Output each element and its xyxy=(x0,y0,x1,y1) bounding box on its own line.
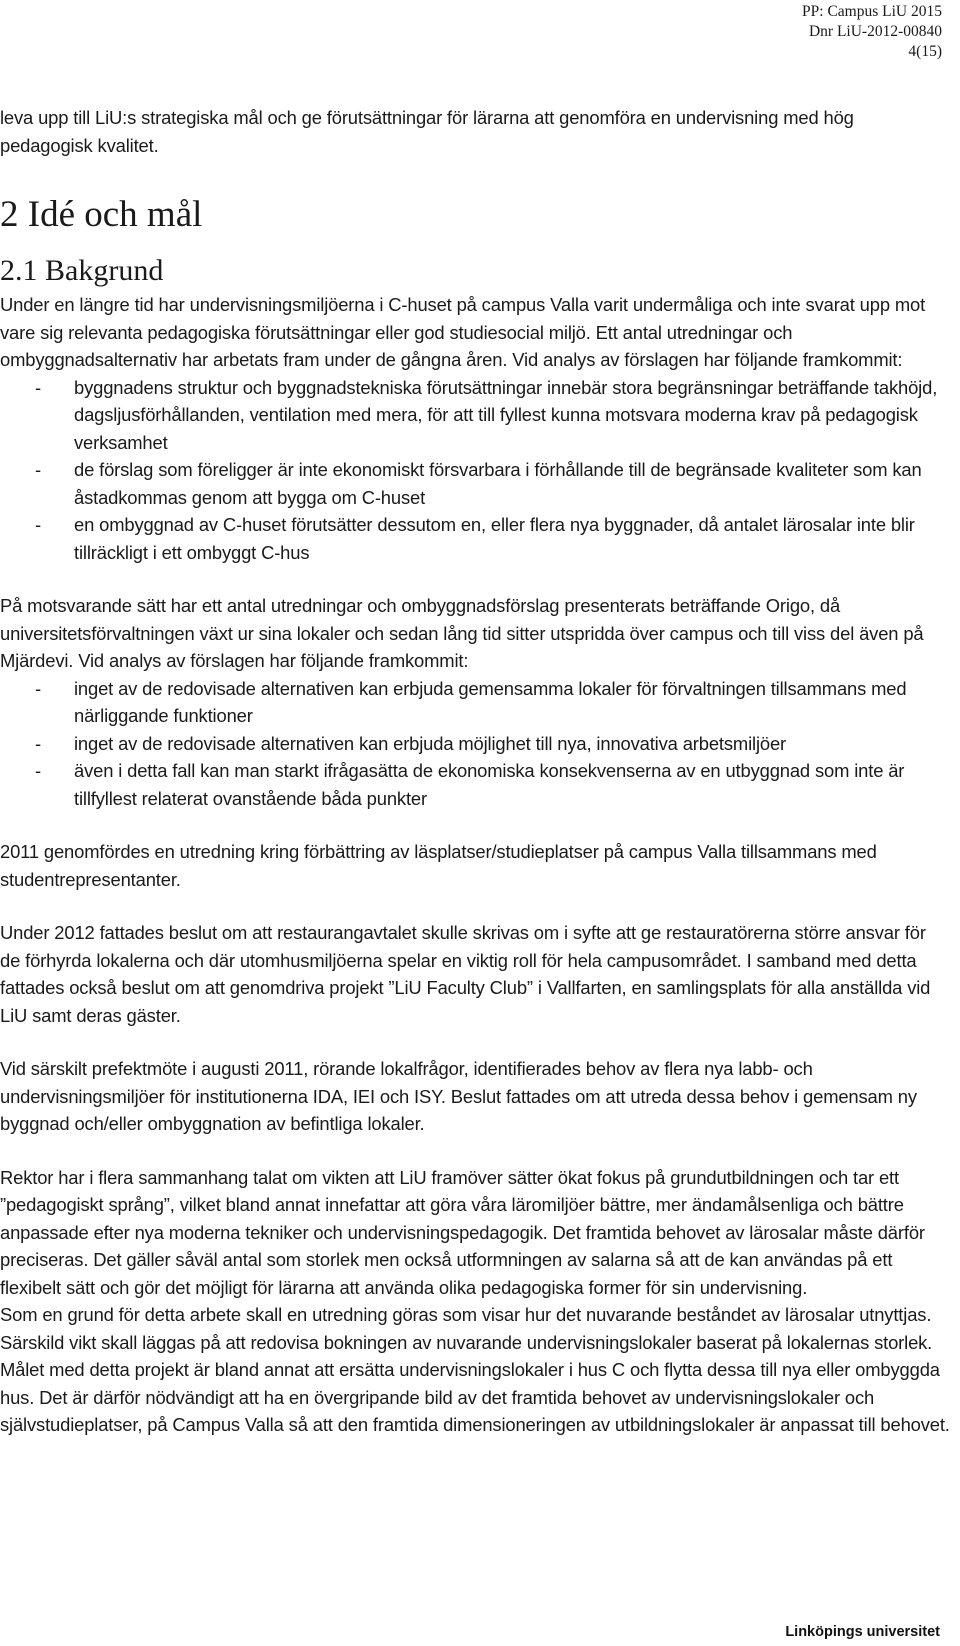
list-item: - en ombyggnad av C-huset förutsätter dessutom en, eller flera nya byggnader, då antalet lärosalar inte blir tillräckligt i ett ombyggt C-hus xyxy=(35,514,915,563)
paragraph-2012-restaurant: Under 2012 fattades beslut om att restaurangavtalet skulle skrivas om i syfte att ge restauratörerna större ansvar för de förhyrda lokalerna och där utomhusmiljöerna spelar en viktig roll för hela campusområdet. I samband med detta fattades också beslut om att genomdriva projekt ”LiU Faculty Club” i Vallfarten, en samlingsplats för alla anställda vid LiU samt deras gäster. xyxy=(0,922,931,1026)
page-header xyxy=(802,2,942,62)
list-item: - även i detta fall kan man starkt ifrågasätta de ekonomiska konsekvenserna av en utbyggnad som inte är tillfyllest relaterat ovanstående båda punkter xyxy=(35,760,905,809)
project-label: PP: Campus LiU 2015 xyxy=(802,3,942,20)
paragraph-origo: På motsvarande sätt har ett antal utredningar och ombyggnadsförslag presenterats beträffande Origo, då universitetsförvaltningen växt ur sina lokaler och sedan lång tid sitter utspridda över campus och till viss del även på Mjärdevi. Vid analys av förslagen har följande framkommit: xyxy=(0,595,924,671)
list-item: - inget av de redovisade alternativen kan erbjuda möjlighet till nya, innovativa arbetsmiljöer xyxy=(35,732,787,754)
paragraph-2011-study: 2011 genomfördes en utredning kring förbättring av läsplatser/studieplatser på campus Valla tillsammans med studentrepresentanter. xyxy=(0,841,877,890)
university-logo: Linköpings universitet xyxy=(785,1624,940,1640)
bullet-list-c-huset xyxy=(0,374,950,567)
paragraph-rector: Rektor har i flera sammanhang talat om vikten att LiU framöver sätter ökat fokus på grundutbildningen och tar ett ”pedagogiskt språng”, vilket bland annat innefattar att göra våra läromiljöer bättre, mer ändamålsenliga och bättre anpassade efter nya moderna tekniker och undervisningspedagogik. Det framtida behovet av lärosalar måste därför preciseras. Det gäller såväl antal som storlek men också utformningen av salarna så att de kan användas på ett flexibelt sätt och gör det möjligt för lärarna att använda olika pedagogiska former för sin undervisning. xyxy=(0,1166,925,1298)
list-item: - inget av de redovisade alternativen kan erbjuda gemensamma lokaler för förvaltningen tillsammans med närliggande funktioner xyxy=(35,677,907,726)
section-heading: 2 Idé och mål xyxy=(0,194,203,235)
paragraph-prefect-meeting: Vid särskilt prefektmöte i augusti 2011, rörande lokalfrågor, identifierades behov av flera nya labb- och undervisningsmiljöer för institutionerna IDA, IEI och ISY. Beslut fattades om att utreda dessa behov i gemensam ny byggnad och/eller ombyggnation av befintliga lokaler. xyxy=(0,1058,917,1134)
subsection-heading: 2.1 Bakgrund xyxy=(0,254,164,287)
list-item: - de förslag som föreligger är inte ekonomiskt försvarbara i förhållande till de begränsade kvaliteter som kan åstadkommas genom att bygga om C-huset xyxy=(35,459,922,508)
document-body xyxy=(0,104,950,1439)
intro-paragraph: leva upp till LiU:s strategiska mål och ge förutsättningar för lärarna att genomföra en undervisning med hög pedagogisk kvalitet. xyxy=(0,107,854,156)
list-item: - byggnadens struktur och byggnadstekniska förutsättningar innebär stora begränsningar beträffande takhöjd, dagsljusförhållanden, ventilation med mera, för att till fyllest kunna motsvara moderna krav på pedagogisk verksamhet xyxy=(35,376,938,453)
bullet-list-origo xyxy=(0,675,950,813)
paragraph-survey: Som en grund för detta arbete skall en utredning göras som visar hur det nuvarande beståndet av lärosalar utnyttjas. Särskild vikt skall läggas på att redovisa bokningen av nuvarande undervisningslokaler baserat på lokalernas storlek. Målet med detta projekt är bland annat att ersätta undervisningslokaler i hus C och flytta dessa till nya eller ombyggda hus. Det är därför nödvändigt att ha en övergripande bild av det framtida behovet av undervisningslokaler och självstudieplatser, på Campus Valla så att den framtida dimensioneringen av utbildningslokaler är anpassat till behovet. xyxy=(0,1304,950,1435)
paragraph-background: Under en längre tid har undervisningsmiljöerna i C-huset på campus Valla varit undermåliga och inte svarat upp mot vare sig relevanta pedagogiska förutsättningar eller god studiesocial miljö. Ett antal utredningar och ombyggnadsalternativ har arbetats fram under de gångna åren. Vid analys av förslagen har följande framkommit: xyxy=(0,294,926,370)
page-number: 4(15) xyxy=(908,43,942,60)
document-number: Dnr LiU-2012-00840 xyxy=(808,23,942,40)
